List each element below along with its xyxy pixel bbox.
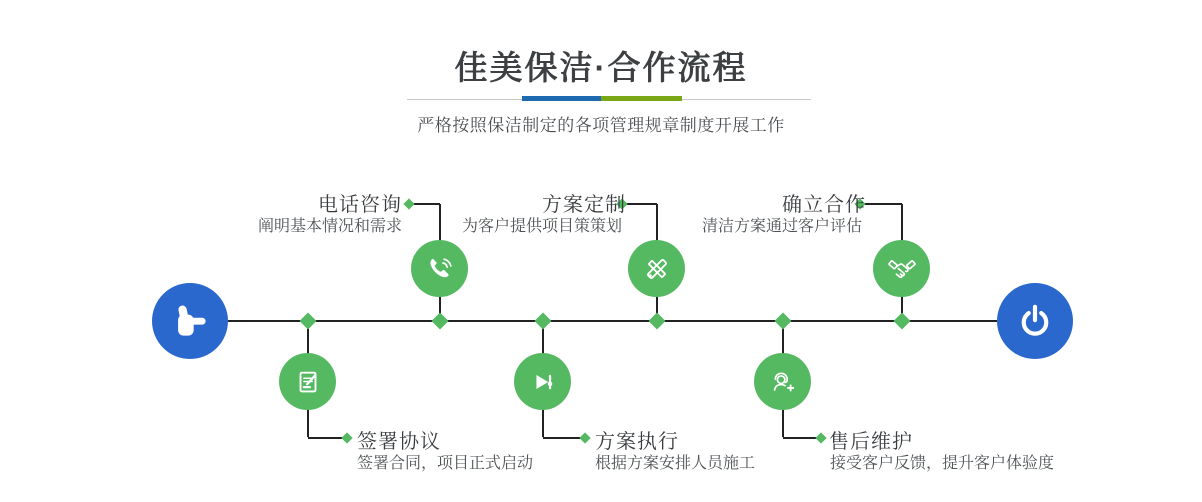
power-icon bbox=[1015, 301, 1055, 341]
step-node-design bbox=[628, 240, 685, 297]
timeline-diamond bbox=[300, 313, 317, 330]
step-node-handshake bbox=[873, 240, 930, 297]
step-title: 方案执行 bbox=[595, 431, 679, 453]
label-diamond bbox=[815, 432, 826, 443]
timeline-diamond bbox=[649, 313, 666, 330]
page-subtitle: 严格按照保洁制定的各项管理规章制度开展工作 bbox=[417, 116, 785, 135]
step-title: 确立合作 bbox=[782, 194, 866, 216]
connector-line bbox=[308, 437, 343, 439]
aftersale-icon bbox=[768, 367, 798, 397]
contract-icon bbox=[293, 367, 323, 397]
handshake-icon bbox=[887, 254, 917, 284]
connector-line bbox=[864, 203, 902, 205]
step-desc: 签署合同，项目正式启动 bbox=[357, 455, 534, 472]
timeline-diamond bbox=[894, 313, 911, 330]
step-node-aftersale bbox=[754, 353, 811, 410]
step-title: 签署协议 bbox=[357, 431, 441, 453]
timeline-diamond bbox=[432, 313, 449, 330]
divider-green-segment bbox=[601, 96, 682, 101]
page-title: 佳美保洁·合作流程 bbox=[454, 49, 748, 86]
step-title: 方案定制 bbox=[542, 194, 626, 216]
step-node-contract bbox=[279, 353, 336, 410]
timeline-diamond bbox=[775, 313, 792, 330]
label-diamond bbox=[579, 432, 590, 443]
connector-line bbox=[543, 437, 581, 439]
step-node-execute bbox=[514, 353, 571, 410]
step-title: 售后维护 bbox=[829, 431, 913, 453]
label-diamond bbox=[403, 198, 414, 209]
step-title: 电话咨询 bbox=[318, 194, 402, 216]
phone-icon bbox=[425, 254, 455, 284]
step-desc: 根据方案安排人员施工 bbox=[595, 455, 756, 472]
step-desc: 清洁方案通过客户评估 bbox=[702, 218, 863, 235]
connector-line bbox=[783, 437, 817, 439]
connector-line bbox=[413, 203, 440, 205]
design-icon bbox=[642, 254, 672, 284]
execute-icon bbox=[528, 367, 558, 397]
hand-pointing-right-icon bbox=[168, 299, 212, 343]
timeline-diamond bbox=[535, 313, 552, 330]
label-diamond bbox=[341, 432, 352, 443]
start-node bbox=[152, 283, 228, 359]
connector-line bbox=[626, 203, 657, 205]
step-desc: 接受客户反馈，提升客户体验度 bbox=[830, 455, 1055, 472]
step-desc: 为客户提供项目策策划 bbox=[462, 218, 623, 235]
step-desc: 阐明基本情况和需求 bbox=[258, 218, 403, 235]
divider-blue-segment bbox=[522, 96, 601, 101]
title-divider bbox=[407, 96, 811, 102]
end-node bbox=[997, 283, 1073, 359]
step-node-phone bbox=[411, 240, 468, 297]
timeline-line bbox=[228, 320, 997, 322]
